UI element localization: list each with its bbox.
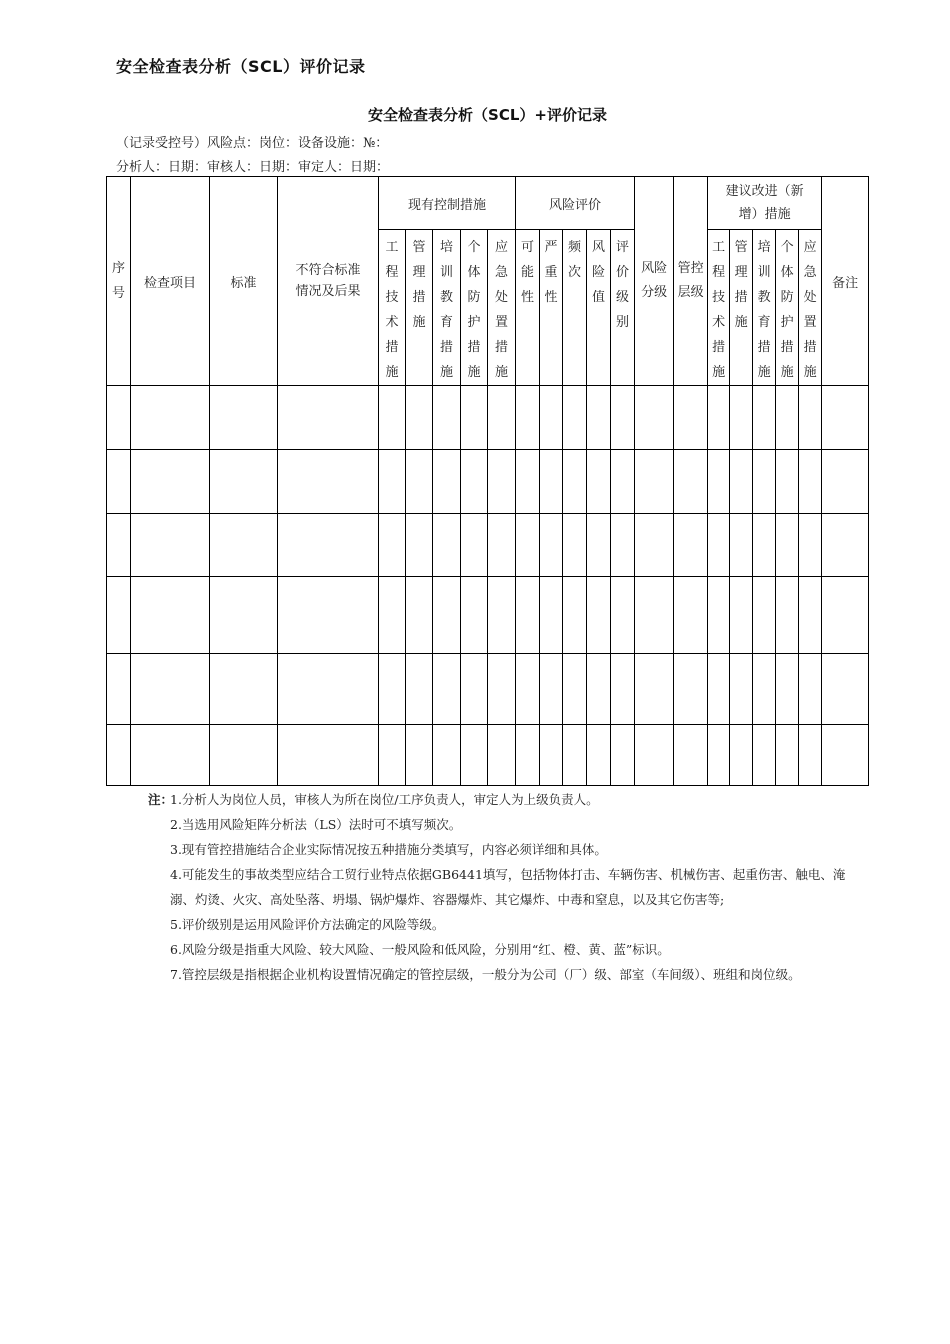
table-cell[interactable] bbox=[433, 654, 461, 725]
note-item: 6.风险分级是指重大风险、较大风险、一般风险和低风险，分别用“红、橙、黄、蓝”标识。 bbox=[170, 942, 670, 957]
table-cell[interactable] bbox=[776, 654, 799, 725]
table-cell[interactable] bbox=[516, 725, 540, 786]
form-title: 安全检查表分析（SCL）+评价记录 bbox=[368, 106, 607, 124]
header-remark: 备注 bbox=[822, 177, 869, 386]
header-existing-ppe: 个体防护措施 bbox=[461, 230, 488, 386]
table-cell[interactable] bbox=[278, 725, 379, 786]
table-cell[interactable] bbox=[461, 386, 488, 450]
table-cell[interactable] bbox=[107, 386, 131, 450]
table-cell[interactable] bbox=[799, 577, 822, 654]
table-cell[interactable] bbox=[379, 654, 406, 725]
header-standard: 标准 bbox=[210, 177, 278, 386]
table-cell[interactable] bbox=[730, 450, 753, 514]
table-cell[interactable] bbox=[587, 725, 611, 786]
table-cell[interactable] bbox=[131, 654, 210, 725]
header-control-level: 管控层级 bbox=[674, 177, 708, 386]
table-cell[interactable] bbox=[131, 450, 210, 514]
header-suggest-training: 培训教育措施 bbox=[753, 230, 776, 386]
table-cell[interactable] bbox=[753, 577, 776, 654]
table-row bbox=[107, 654, 869, 725]
note-item: 3.现有管控措施结合企业实际情况按五种措施分类填写，内容必须详细和具体。 bbox=[170, 842, 607, 857]
meta-line-signatures: 分析人：日期：审核人：日期：审定人：日期： bbox=[116, 160, 390, 175]
header-eval-level: 评价级别 bbox=[611, 230, 635, 386]
table-cell[interactable] bbox=[563, 577, 587, 654]
table-cell[interactable] bbox=[799, 386, 822, 450]
table-row bbox=[107, 577, 869, 654]
header-seq: 序号 bbox=[107, 177, 131, 386]
header-risk-grade: 风险分级 bbox=[635, 177, 674, 386]
table-cell[interactable] bbox=[708, 450, 730, 514]
table-cell[interactable] bbox=[674, 654, 708, 725]
table-cell[interactable] bbox=[461, 654, 488, 725]
table-cell[interactable] bbox=[488, 450, 516, 514]
table-cell[interactable] bbox=[461, 514, 488, 577]
table-cell[interactable] bbox=[210, 450, 278, 514]
table-cell[interactable] bbox=[708, 725, 730, 786]
table-cell[interactable] bbox=[730, 654, 753, 725]
table-cell[interactable] bbox=[822, 450, 869, 514]
table-cell[interactable] bbox=[379, 725, 406, 786]
table-cell[interactable] bbox=[563, 654, 587, 725]
table-cell[interactable] bbox=[635, 577, 674, 654]
table-cell[interactable] bbox=[674, 386, 708, 450]
table-cell[interactable] bbox=[278, 450, 379, 514]
table-cell[interactable] bbox=[635, 654, 674, 725]
table-cell[interactable] bbox=[753, 654, 776, 725]
table-cell[interactable] bbox=[776, 725, 799, 786]
table-cell[interactable] bbox=[278, 386, 379, 450]
table-cell[interactable] bbox=[461, 450, 488, 514]
table-cell[interactable] bbox=[461, 725, 488, 786]
table-cell[interactable] bbox=[488, 725, 516, 786]
table-cell[interactable] bbox=[587, 577, 611, 654]
table-cell[interactable] bbox=[635, 514, 674, 577]
table-cell[interactable] bbox=[635, 450, 674, 514]
table-cell[interactable] bbox=[822, 725, 869, 786]
table-body bbox=[107, 386, 869, 786]
table-cell[interactable] bbox=[131, 725, 210, 786]
table-cell[interactable] bbox=[563, 386, 587, 450]
table-row bbox=[107, 450, 869, 514]
table-cell[interactable] bbox=[635, 386, 674, 450]
table-cell[interactable] bbox=[776, 577, 799, 654]
table-cell[interactable] bbox=[516, 577, 540, 654]
table-cell[interactable] bbox=[674, 514, 708, 577]
table-cell[interactable] bbox=[540, 654, 563, 725]
table-cell[interactable] bbox=[799, 450, 822, 514]
table-cell[interactable] bbox=[753, 450, 776, 514]
note-item: 4.可能发生的事故类型应结合工贸行业特点依据GB6441填写，包括物体打击、车辆伤害、机械伤害、起重伤害、触电、淹溺、灼烫、火灾、高处坠落、坍塌、锅炉爆炸、容器爆炸、其它爆炸、中毒和窒息，以及其它伤害等; bbox=[170, 867, 846, 907]
table-cell[interactable] bbox=[776, 386, 799, 450]
table-cell[interactable] bbox=[563, 450, 587, 514]
table-cell[interactable] bbox=[674, 577, 708, 654]
note-item: 2.当选用风险矩阵分析法（LS）法时可不填写频次。 bbox=[170, 817, 462, 832]
header-risk-evaluation: 风险评价 bbox=[516, 177, 635, 230]
table-cell[interactable] bbox=[540, 725, 563, 786]
header-eval-severity: 严重性 bbox=[540, 230, 563, 386]
table-cell[interactable] bbox=[488, 654, 516, 725]
table-cell[interactable] bbox=[210, 725, 278, 786]
scl-table bbox=[106, 176, 869, 786]
table-row bbox=[107, 514, 869, 577]
meta-line-record-info: （记录受控号）风险点：岗位：设备设施：№： bbox=[116, 136, 389, 151]
table-cell[interactable] bbox=[210, 386, 278, 450]
table-cell[interactable] bbox=[587, 386, 611, 450]
document-heading: 安全检查表分析（SCL）评价记录 bbox=[116, 57, 366, 76]
table-cell[interactable] bbox=[107, 577, 131, 654]
table-cell[interactable] bbox=[406, 514, 433, 577]
table-cell[interactable] bbox=[278, 654, 379, 725]
table-cell[interactable] bbox=[131, 514, 210, 577]
table-cell[interactable] bbox=[107, 725, 131, 786]
table-cell[interactable] bbox=[674, 725, 708, 786]
table-cell[interactable] bbox=[516, 514, 540, 577]
header-nonconformity: 不符合标准情况及后果 bbox=[278, 177, 379, 386]
header-existing-engineering: 工程技术措施 bbox=[379, 230, 406, 386]
table-cell[interactable] bbox=[776, 450, 799, 514]
table-cell[interactable] bbox=[708, 654, 730, 725]
table-cell[interactable] bbox=[611, 577, 635, 654]
table-cell[interactable] bbox=[708, 577, 730, 654]
table-cell[interactable] bbox=[587, 514, 611, 577]
table-cell[interactable] bbox=[635, 725, 674, 786]
table-cell[interactable] bbox=[611, 654, 635, 725]
header-eval-risk-value: 风险值 bbox=[587, 230, 611, 386]
header-existing-management: 管理措施 bbox=[406, 230, 433, 386]
table-cell[interactable] bbox=[379, 514, 406, 577]
table-cell[interactable] bbox=[799, 654, 822, 725]
header-suggest-ppe: 个体防护措施 bbox=[776, 230, 799, 386]
table-cell[interactable] bbox=[540, 386, 563, 450]
table-cell[interactable] bbox=[674, 450, 708, 514]
table-cell[interactable] bbox=[708, 386, 730, 450]
header-suggest-management: 管理措施 bbox=[730, 230, 753, 386]
table-cell[interactable] bbox=[433, 450, 461, 514]
table-cell[interactable] bbox=[587, 654, 611, 725]
table-cell[interactable] bbox=[131, 386, 210, 450]
table-cell[interactable] bbox=[516, 450, 540, 514]
table-cell[interactable] bbox=[379, 577, 406, 654]
header-suggest-engineering: 工程技术措施 bbox=[708, 230, 730, 386]
table-cell[interactable] bbox=[730, 725, 753, 786]
table-cell[interactable] bbox=[278, 514, 379, 577]
notes-prefix: 注： bbox=[148, 792, 174, 807]
table-cell[interactable] bbox=[107, 450, 131, 514]
table-cell[interactable] bbox=[822, 654, 869, 725]
table-cell[interactable] bbox=[611, 514, 635, 577]
table-cell[interactable] bbox=[822, 577, 869, 654]
table-cell[interactable] bbox=[516, 386, 540, 450]
table-row bbox=[107, 725, 869, 786]
table-cell[interactable] bbox=[210, 514, 278, 577]
table-cell[interactable] bbox=[107, 514, 131, 577]
header-check-item: 检查项目 bbox=[131, 177, 210, 386]
table-cell[interactable] bbox=[406, 577, 433, 654]
table-cell[interactable] bbox=[461, 577, 488, 654]
note-item: 7.管控层级是指根据企业机构设置情况确定的管控层级，一般分为公司（厂）级、部室（车间级）、班组和岗位级。 bbox=[170, 967, 801, 982]
table-cell[interactable] bbox=[488, 386, 516, 450]
table-cell[interactable] bbox=[210, 654, 278, 725]
note-item: 注： 1.分析人为岗位人员，审核人为所在岗位/工序负责人，审定人为上级负责人。 bbox=[148, 787, 868, 812]
table-cell[interactable] bbox=[563, 725, 587, 786]
table-cell[interactable] bbox=[379, 450, 406, 514]
table-cell[interactable] bbox=[708, 514, 730, 577]
header-row-1 bbox=[107, 177, 869, 230]
table-cell[interactable] bbox=[753, 725, 776, 786]
table-cell[interactable] bbox=[540, 577, 563, 654]
table-cell[interactable] bbox=[587, 450, 611, 514]
table-cell[interactable] bbox=[611, 386, 635, 450]
table-cell[interactable] bbox=[516, 654, 540, 725]
table-cell[interactable] bbox=[488, 577, 516, 654]
table-cell[interactable] bbox=[540, 514, 563, 577]
table-cell[interactable] bbox=[776, 514, 799, 577]
table-cell[interactable] bbox=[210, 577, 278, 654]
table-cell[interactable] bbox=[406, 450, 433, 514]
table-cell[interactable] bbox=[753, 386, 776, 450]
table-cell[interactable] bbox=[563, 514, 587, 577]
note-item: 5.评价级别是运用风险评价方法确定的风险等级。 bbox=[170, 917, 445, 932]
table-cell[interactable] bbox=[406, 654, 433, 725]
header-suggest-emergency: 应急处置措施 bbox=[799, 230, 822, 386]
table-cell[interactable] bbox=[433, 386, 461, 450]
table-cell[interactable] bbox=[822, 386, 869, 450]
table-row bbox=[107, 386, 869, 450]
header-suggested-measures: 建议改进（新增）措施 bbox=[708, 177, 822, 230]
table-cell[interactable] bbox=[730, 386, 753, 450]
table-cell[interactable] bbox=[278, 577, 379, 654]
table-cell[interactable] bbox=[379, 386, 406, 450]
table-cell[interactable] bbox=[799, 725, 822, 786]
table-cell[interactable] bbox=[433, 577, 461, 654]
table-cell[interactable] bbox=[753, 514, 776, 577]
table-cell[interactable] bbox=[433, 725, 461, 786]
header-existing-emergency: 应急处置措施 bbox=[488, 230, 516, 386]
table-cell[interactable] bbox=[131, 577, 210, 654]
table-cell[interactable] bbox=[799, 514, 822, 577]
header-existing-measures: 现有控制措施 bbox=[379, 177, 516, 230]
header-existing-training: 培训教育措施 bbox=[433, 230, 461, 386]
notes-section bbox=[148, 787, 868, 987]
table-cell[interactable] bbox=[406, 725, 433, 786]
table-cell[interactable] bbox=[822, 514, 869, 577]
table-cell[interactable] bbox=[540, 450, 563, 514]
table-cell[interactable] bbox=[730, 514, 753, 577]
table-cell[interactable] bbox=[611, 725, 635, 786]
table-cell[interactable] bbox=[730, 577, 753, 654]
table-cell[interactable] bbox=[488, 514, 516, 577]
table-cell[interactable] bbox=[406, 386, 433, 450]
table-cell[interactable] bbox=[107, 654, 131, 725]
table-cell[interactable] bbox=[433, 514, 461, 577]
header-eval-likelihood: 可能性 bbox=[516, 230, 540, 386]
table-cell[interactable] bbox=[611, 450, 635, 514]
header-eval-frequency: 频次 bbox=[563, 230, 587, 386]
